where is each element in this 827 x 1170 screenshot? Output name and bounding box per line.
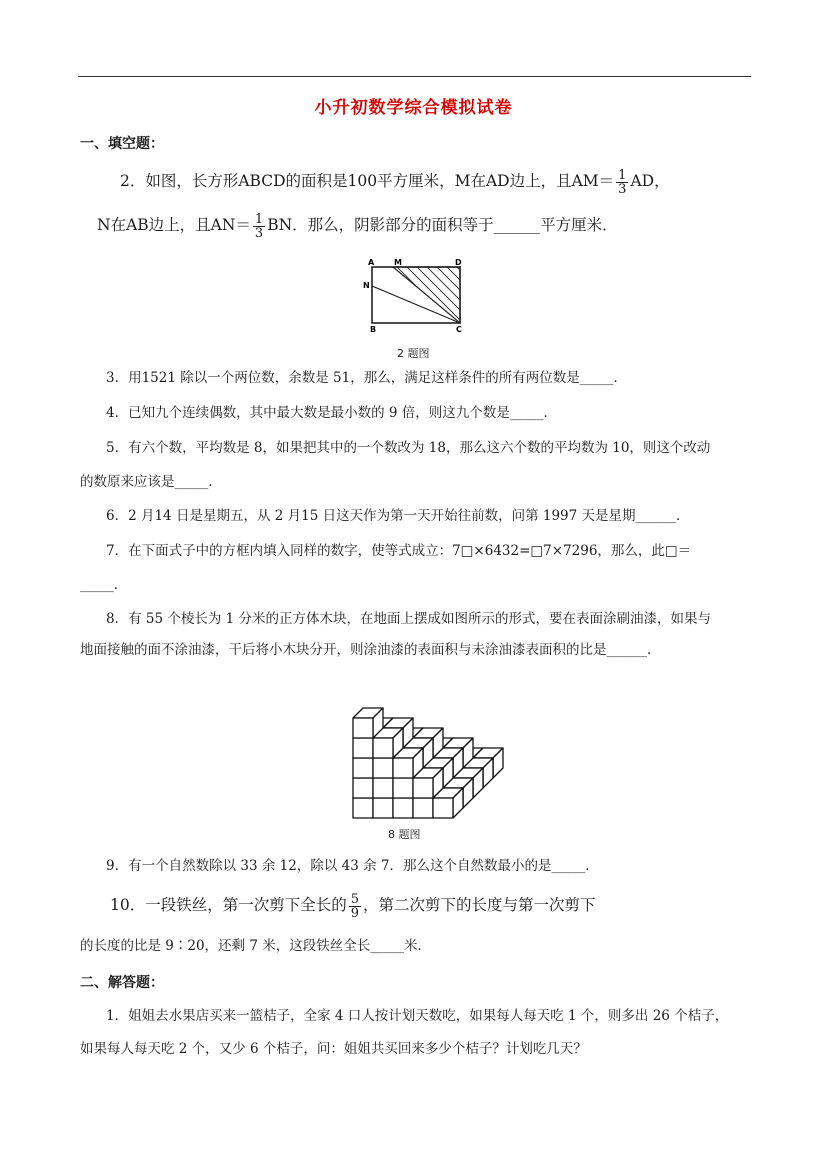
- q5-line2: 的数原来应该是_____．: [80, 474, 222, 490]
- q8-caption: 8 题图: [388, 828, 421, 841]
- q10-line1-a: 10．一段铁丝，第一次剪下全长的: [110, 896, 347, 914]
- q2-line2-a: N在AB边上，且AN＝: [97, 216, 251, 234]
- q2-fraction-1-num: 1: [618, 167, 627, 183]
- q10-line1-b: ，第二次剪下的长度与第一次剪下: [363, 896, 596, 914]
- q2-line1-a: 2．如图，长方形ABCD的面积是100平方厘米，M在AD边上，且AM＝: [120, 172, 615, 190]
- q2-caption: 2 题图: [397, 347, 430, 360]
- q2-line1-b: AD，: [630, 172, 670, 190]
- header-rule: [78, 76, 751, 77]
- q2-line2-b: BN．那么，阴影部分的面积等于______平方厘米．: [267, 216, 618, 234]
- label-d: D: [455, 258, 462, 267]
- q2-fraction-1: [616, 169, 628, 196]
- q2-line1: [120, 168, 670, 196]
- q10-fraction-den: 9: [350, 905, 360, 921]
- section-answer: 二、解答题：: [80, 975, 164, 991]
- q8-cube-pyramid-figure: [345, 680, 515, 820]
- q3-text: 3．用1521 除以一个两位数，余数是 51，那么，满足这样条件的所有两位数是_____．: [106, 370, 627, 386]
- q8-line1: 8．有 55 个棱长为 1 分米的正方体木块，在地面上摆成如图所示的形式，要在表面涂刷油漆，如果与: [106, 611, 712, 627]
- label-n: N: [363, 281, 370, 290]
- a1-line1: 1．姐姐去水果店买来一篮桔子，全家 4 口人按计划天数吃，如果每人每天吃 1 个，则多出 26 个桔子，: [106, 1008, 729, 1024]
- label-c: C: [456, 325, 462, 334]
- label-m: M: [394, 258, 402, 267]
- q4-text: 4．已知九个连续偶数，其中最大数是最小数的 9 倍，则这九个数是_____．: [106, 405, 558, 421]
- q5-line1: 5．有六个数，平均数是 8，如果把其中的一个数改为 18，那么这六个数的平均数为 10，则这个改动: [106, 440, 711, 456]
- q2-fraction-2-den: 3: [254, 225, 264, 241]
- q10-fraction-num: 5: [350, 891, 360, 907]
- q8-line2: 地面接触的面不涂油漆，干后将小木块分开，则涂油漆的表面积与未涂油漆表面积的比是______．: [80, 642, 661, 658]
- q6-text: 6．2 月14 日是星期五，从 2 月15 日这天作为第一天开始往前数，问第 1997 天是星期______．: [106, 508, 690, 524]
- q2-line2: [97, 212, 618, 240]
- q9-text: 9．有一个自然数除以 33 余 12，除以 43 余 7．那么这个自然数最小的是_____．: [106, 858, 599, 874]
- q2-fraction-2: [253, 213, 265, 240]
- label-a: A: [368, 258, 375, 267]
- a1-line2: 如果每人每天吃 2 个，又少 6 个桔子，问：姐姐共买回来多少个桔子？计划吃几天？: [80, 1041, 587, 1057]
- q10-line2: 的长度的比是 9∶20，还剩 7 米，这段铁丝全长_____米．: [80, 938, 431, 954]
- q7-line1: 7．在下面式子中的方框内填入同样的数字，使等式成立：7□×6432=□7×7296，那么，此□＝: [106, 543, 692, 559]
- q2-fraction-2-num: 1: [254, 211, 264, 227]
- section-fill-in: 一、填空题：: [80, 136, 164, 152]
- q10-fraction: [349, 893, 361, 920]
- page-title: 小升初数学综合模拟试卷: [314, 98, 513, 118]
- q7-line2: _____．: [80, 577, 128, 593]
- label-b: B: [370, 325, 377, 334]
- q2-fraction-1-den: 3: [618, 181, 627, 197]
- q2-rectangle-figure: [360, 255, 480, 335]
- q10-line1: [110, 892, 596, 920]
